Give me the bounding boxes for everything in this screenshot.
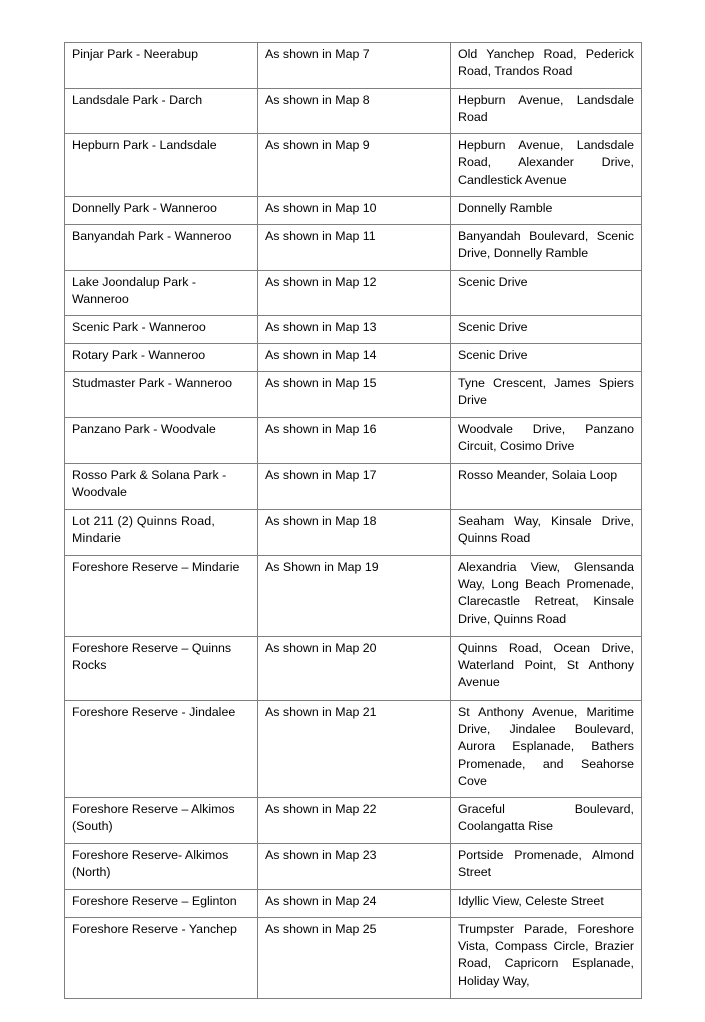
table-row [65,343,642,371]
table-row [65,463,642,509]
table-row [65,371,642,417]
map-reference-cell: As shown in Map 25 [258,917,451,998]
roads-cell: Donnelly Ramble [451,196,642,224]
map-reference-cell: As shown in Map 18 [258,509,451,555]
map-reference-cell: As shown in Map 14 [258,343,451,371]
table-row [65,315,642,343]
map-reference-cell: As shown in Map 17 [258,463,451,509]
roads-cell: Hepburn Avenue, Landsdale Road [451,89,642,134]
table-row [65,270,642,315]
roads-cell: St Anthony Avenue, Maritime Drive, Jindalee Boulevard, Aurora Esplanade, Bathers Promenade, and Seahorse Cove [451,700,642,797]
park-name-cell: Donnelly Park - Wanneroo [65,196,258,224]
roads-cell: Tyne Crescent, James Spiers Drive [451,371,642,417]
map-reference-cell: As shown in Map 23 [258,843,451,889]
table-row [65,89,642,134]
park-name-cell: Foreshore Reserve – Alkimos (South) [65,797,258,843]
park-name-cell: Rotary Park - Wanneroo [65,343,258,371]
table-row [65,555,642,636]
roads-cell: Graceful Boulevard, Coolangatta Rise [451,797,642,843]
roads-cell: Banyandah Boulevard, Scenic Drive, Donnelly Ramble [451,224,642,270]
map-reference-cell: As Shown in Map 19 [258,555,451,636]
roads-cell: Alexandria View, Glensanda Way, Long Beach Promenade, Clarecastle Retreat, Kinsale Drive, Quinns Road [451,555,642,636]
park-name-cell: Foreshore Reserve – Eglinton [65,889,258,917]
roads-cell: Quinns Road, Ocean Drive, Waterland Point, St Anthony Avenue [451,636,642,700]
park-name-cell: Rosso Park & Solana Park - Woodvale [65,463,258,509]
map-reference-cell: As shown in Map 10 [258,196,451,224]
table-row [65,196,642,224]
table-row [65,797,642,843]
table-row [65,636,642,700]
park-name-cell: Foreshore Reserve – Mindarie [65,555,258,636]
roads-cell: Trumpster Parade, Foreshore Vista, Compass Circle, Brazier Road, Capricorn Esplanade, Holiday Way, [451,917,642,998]
park-name-cell: Foreshore Reserve - Yanchep [65,917,258,998]
park-name-cell: Banyandah Park - Wanneroo [65,224,258,270]
map-reference-cell: As shown in Map 20 [258,636,451,700]
park-name-cell: Foreshore Reserve - Jindalee [65,700,258,797]
roads-cell: Rosso Meander, Solaia Loop [451,463,642,509]
park-name-cell: Panzano Park - Woodvale [65,417,258,463]
table-row [65,509,642,555]
park-name-cell: Foreshore Reserve- Alkimos (North) [65,843,258,889]
table-row [65,224,642,270]
park-name-cell: Studmaster Park - Wanneroo [65,371,258,417]
map-reference-cell: As shown in Map 8 [258,89,451,134]
map-reference-cell: As shown in Map 9 [258,133,451,196]
park-name-cell: Foreshore Reserve – Quinns Rocks [65,636,258,700]
roads-cell: Woodvale Drive, Panzano Circuit, Cosimo Drive [451,417,642,463]
map-reference-cell: As shown in Map 13 [258,315,451,343]
table-row [65,917,642,998]
table-row [65,417,642,463]
roads-cell: Idyllic View, Celeste Street [451,889,642,917]
park-name-cell: Hepburn Park - Landsdale [65,133,258,196]
map-reference-cell: As shown in Map 11 [258,224,451,270]
roads-cell: Seaham Way, Kinsale Drive, Quinns Road [451,509,642,555]
roads-cell: Scenic Drive [451,343,642,371]
map-reference-cell: As shown in Map 21 [258,700,451,797]
park-name-cell: Pinjar Park - Neerabup [65,43,258,89]
park-name-cell: Lot 211 (2) Quinns Road, Mindarie [65,509,258,555]
park-name-cell: Scenic Park - Wanneroo [65,315,258,343]
park-name-cell: Lake Joondalup Park - Wanneroo [65,270,258,315]
roads-cell: Hepburn Avenue, Landsdale Road, Alexander Drive, Candlestick Avenue [451,133,642,196]
roads-cell: Old Yanchep Road, Pederick Road, Trandos Road [451,43,642,89]
park-name-cell: Landsdale Park - Darch [65,89,258,134]
map-reference-cell: As shown in Map 22 [258,797,451,843]
table-row [65,843,642,889]
roads-cell: Scenic Drive [451,270,642,315]
table-row [65,889,642,917]
table-row [65,700,642,797]
map-reference-cell: As shown in Map 15 [258,371,451,417]
table-row [65,133,642,196]
roads-cell: Portside Promenade, Almond Street [451,843,642,889]
map-reference-cell: As shown in Map 7 [258,43,451,89]
roads-cell: Scenic Drive [451,315,642,343]
map-reference-cell: As shown in Map 24 [258,889,451,917]
map-reference-cell: As shown in Map 12 [258,270,451,315]
parks-table [64,42,642,999]
table-row [65,43,642,89]
map-reference-cell: As shown in Map 16 [258,417,451,463]
